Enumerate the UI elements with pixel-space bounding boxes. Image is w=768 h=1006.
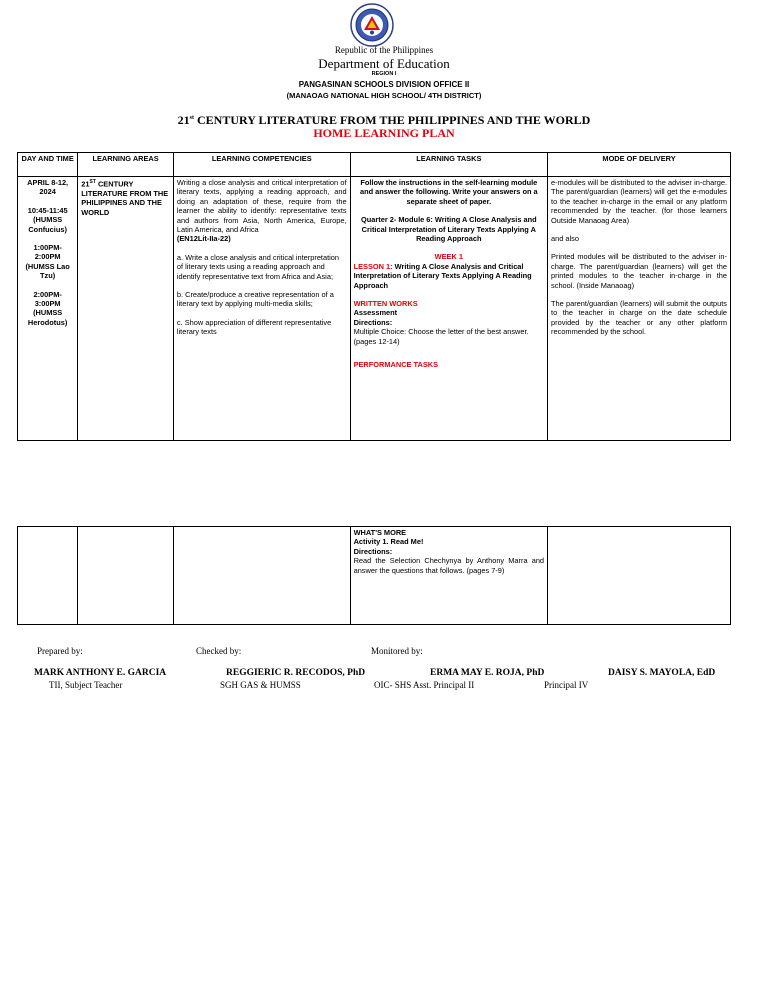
empty-cell [18, 527, 78, 625]
republic-label: Republic of the Philippines [334, 45, 434, 55]
learning-plan-table-continued [17, 526, 731, 625]
department-name: Department of Education [318, 56, 450, 71]
table-header-row [18, 153, 731, 177]
signatory-name-1: MARK ANTHONY E. GARCIA [34, 668, 167, 678]
class-slot-2: (HUMSS Lao Tzu) [25, 261, 70, 281]
day-time-cell [18, 177, 78, 441]
written-works-label: WRITTEN WORKS [353, 299, 418, 309]
signatory-role-2: SGH GAS & HUMSS [220, 680, 301, 690]
division-name: PANGASINAN SCHOOLS DIVISION OFFICE II [298, 80, 470, 89]
competency-main: Writing a close analysis and critical interpretation of literary texts, applying a reading approach, and doing an adaptation of these, require from the learner the ability to identify: representative texts and authors from Asia, North America, Europe, Latin America, and Africa [176, 178, 347, 235]
signatory-name-4: DAISY S. MAYOLA, EdD [608, 668, 716, 678]
table-row [18, 177, 731, 441]
signatory-role-3: OIC- SHS Asst. Principal II [374, 680, 475, 690]
task-instructions: Follow the instructions in the self-learning module and answer the following. Write your answers on a separate sheet of paper. [359, 178, 538, 206]
prepared-by-label: Prepared by: [37, 646, 83, 656]
lesson-title: LESSON 1: Writing A Close Analysis and Critical Interpretation of Literary Texts Applying A Reading Approach [353, 261, 532, 290]
empty-cell [78, 527, 174, 625]
school-name: (MANAOAG NATIONAL HIGH SCHOOL/ 4TH DISTRICT) [286, 91, 482, 100]
signatory-role-1: TII, Subject Teacher [49, 680, 123, 690]
region-label: REGION I [371, 71, 397, 77]
document-title: 21st CENTURY LITERATURE FROM THE PHILIPPINES AND THE WORLD [177, 113, 591, 127]
class-slot-1: (HUMSS Confucius) [28, 215, 67, 234]
competency-a: a. Write a close analysis and critical interpretation of literary texts using a reading approach and identify representative text from Africa and Asia; [176, 252, 340, 281]
performance-tasks-label: PERFORMANCE TASKS [353, 360, 439, 370]
competency-c: c. Show appreciation of different representative literary texts [176, 317, 332, 337]
directions-label: Directions: [353, 317, 393, 327]
time-slot-2: 1:00PM-2:00PM [33, 243, 62, 262]
competencies-cell [173, 177, 350, 441]
document-subtitle: HOME LEARNING PLAN [313, 126, 455, 140]
competency-b: b. Create/produce a creative representation of a literary text by applying multi-media skills; [176, 290, 334, 309]
empty-cell [548, 527, 731, 625]
learning-plan-table [17, 152, 731, 441]
delivery-outputs: The parent/guardian (learners) will submit the outputs to the teacher in charge on the date schedule provided by the teacher or any other platform recommended by the school. [551, 299, 727, 337]
time-slot-3: 2:00PM-3:00PM [33, 289, 62, 309]
delivery-printed: Printed modules will be distributed to the adviser in-charge. The parent/guardian (learners) will get the printed modules to the teacher in-charge in the school. (Inside Manaoag) [551, 252, 727, 290]
delivery-emodules: e-modules will be distributed to the adviser in-charge. The parent/guardian (learners) will get the e-modules to the teacher in-charge in the email or any platform recommended by the teacher. (for those learners Outside Manaoag Area) [551, 178, 727, 225]
delivery-and-also: and also [551, 234, 579, 244]
header-learning-areas: LEARNING AREAS [78, 153, 174, 177]
header-learning-competencies: LEARNING COMPETENCIES [173, 153, 350, 177]
tasks-cell [350, 177, 547, 441]
signatory-role-4: Principal IV [544, 680, 589, 690]
assessment-label: Assessment [353, 308, 398, 318]
header-mode-of-delivery: MODE OF DELIVERY [548, 153, 731, 177]
table-row [18, 527, 731, 625]
module-title: Quarter 2- Module 6: Writing A Close Analysis and Critical Interpretation of Literary Texts Applying A Reading Approach [361, 215, 537, 244]
monitored-by-label: Monitored by: [371, 646, 423, 656]
read-selection-text: Read the Selection Chechynya by Anthony Marra and answer the questions that follows. (pages 7-9) [353, 556, 545, 575]
learning-area-cell: 21ST CENTURY LITERATURE FROM THE PHILIPPINES AND THE WORLD [78, 177, 174, 441]
header-learning-tasks: LEARNING TASKS [350, 153, 547, 177]
competency-code: (EN12Lit-IIa-22) [176, 234, 231, 244]
multiple-choice-text: Multiple Choice: Choose the letter of the best answer. (pages 12-14) [353, 327, 529, 346]
header-day-time: DAY AND TIME [18, 153, 78, 177]
activity-label: Activity 1. Read Me! [353, 537, 424, 547]
date-range: APRIL 8-12, 2024 [27, 178, 69, 197]
tasks-cell-continued [350, 527, 547, 625]
class-slot-3: (HUMSS Herodotus) [27, 308, 68, 327]
empty-cell [173, 527, 350, 625]
delivery-cell [548, 177, 731, 441]
checked-by-label: Checked by: [196, 646, 242, 656]
signatory-name-3: ERMA MAY E. ROJA, PhD [430, 668, 545, 678]
whats-more-label: WHAT'S MORE [353, 528, 407, 537]
directions-label-2: Directions: [353, 546, 393, 556]
signatory-name-2: REGGIERIC R. RECODOS, PhD [226, 668, 366, 678]
week-label: WEEK 1 [434, 252, 463, 262]
time-slot-1: 10:45-11:45 [27, 205, 68, 215]
deped-seal-icon [350, 3, 394, 47]
